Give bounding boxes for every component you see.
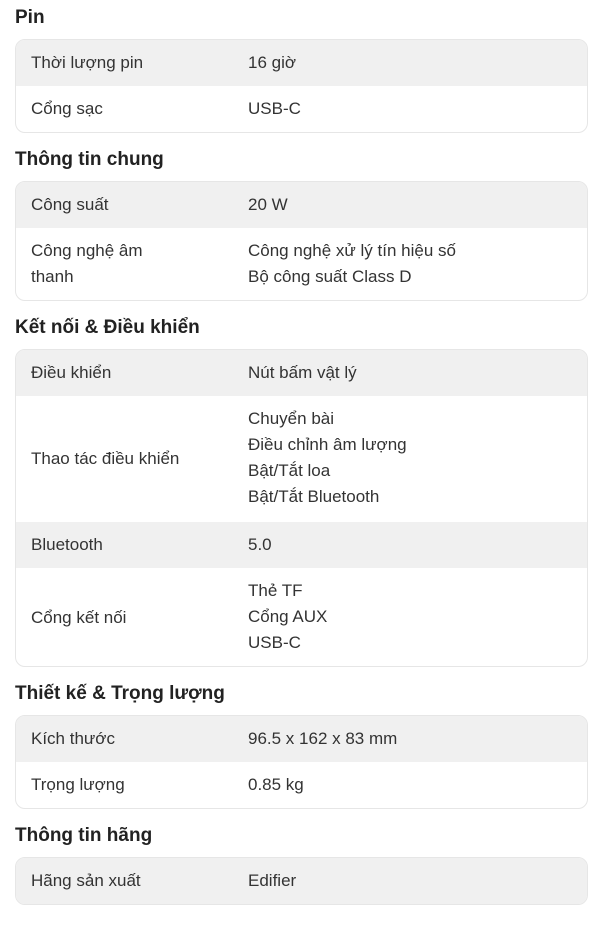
spec-row [16, 568, 587, 666]
spec-row [16, 182, 587, 228]
spec-value: 0.85 kg [248, 775, 304, 794]
spec-row [16, 228, 587, 300]
spec-row [16, 396, 587, 522]
spec-value: Edifier [248, 871, 297, 890]
section-title-pin: Pin [15, 7, 45, 28]
spec-card-design [15, 715, 588, 809]
spec-label: Cổng sạc [31, 99, 103, 118]
spec-value: 16 giờ [248, 53, 297, 72]
spec-label: Trọng lượng [31, 775, 125, 794]
section-title-connectivity: Kết nối & Điều khiển [15, 317, 200, 338]
spec-label: Điều khiển [31, 363, 112, 382]
spec-label: Hãng sản xuất [31, 871, 141, 890]
spec-value: Công nghệ xử lý tín hiệu số Bộ công suất Class D [248, 241, 456, 286]
spec-label: Công suất [31, 195, 109, 214]
spec-value: 5.0 [248, 535, 272, 554]
section-title-general: Thông tin chung [15, 149, 164, 170]
spec-row [16, 350, 587, 396]
spec-row [16, 40, 587, 86]
spec-row [16, 858, 587, 904]
spec-card-pin [15, 39, 588, 133]
spec-label: Kích thước [31, 729, 115, 748]
spec-value: Thẻ TF Cổng AUX USB-C [248, 581, 328, 652]
spec-row [16, 716, 587, 762]
spec-label: Thao tác điều khiển [31, 449, 180, 468]
spec-label: Bluetooth [31, 535, 103, 554]
section-title-brand: Thông tin hãng [15, 825, 153, 846]
spec-label: Công nghệ âm thanh [31, 241, 143, 286]
spec-card-general [15, 181, 588, 301]
section-title-design: Thiết kế & Trọng lượng [15, 683, 225, 704]
spec-value: USB-C [248, 99, 301, 118]
spec-row [16, 762, 587, 808]
spec-label: Cổng kết nối [31, 608, 127, 627]
spec-value: 20 W [248, 195, 288, 214]
spec-row [16, 522, 587, 568]
spec-card-brand [15, 857, 588, 905]
spec-row [16, 86, 587, 132]
spec-label: Thời lượng pin [31, 53, 144, 72]
spec-value: Chuyển bài Điều chỉnh âm lượng Bật/Tắt loa Bật/Tắt Bluetooth [248, 409, 407, 506]
spec-card-connectivity [15, 349, 588, 667]
spec-value: 96.5 x 162 x 83 mm [248, 729, 398, 748]
spec-value: Nút bấm vật lý [248, 363, 357, 382]
